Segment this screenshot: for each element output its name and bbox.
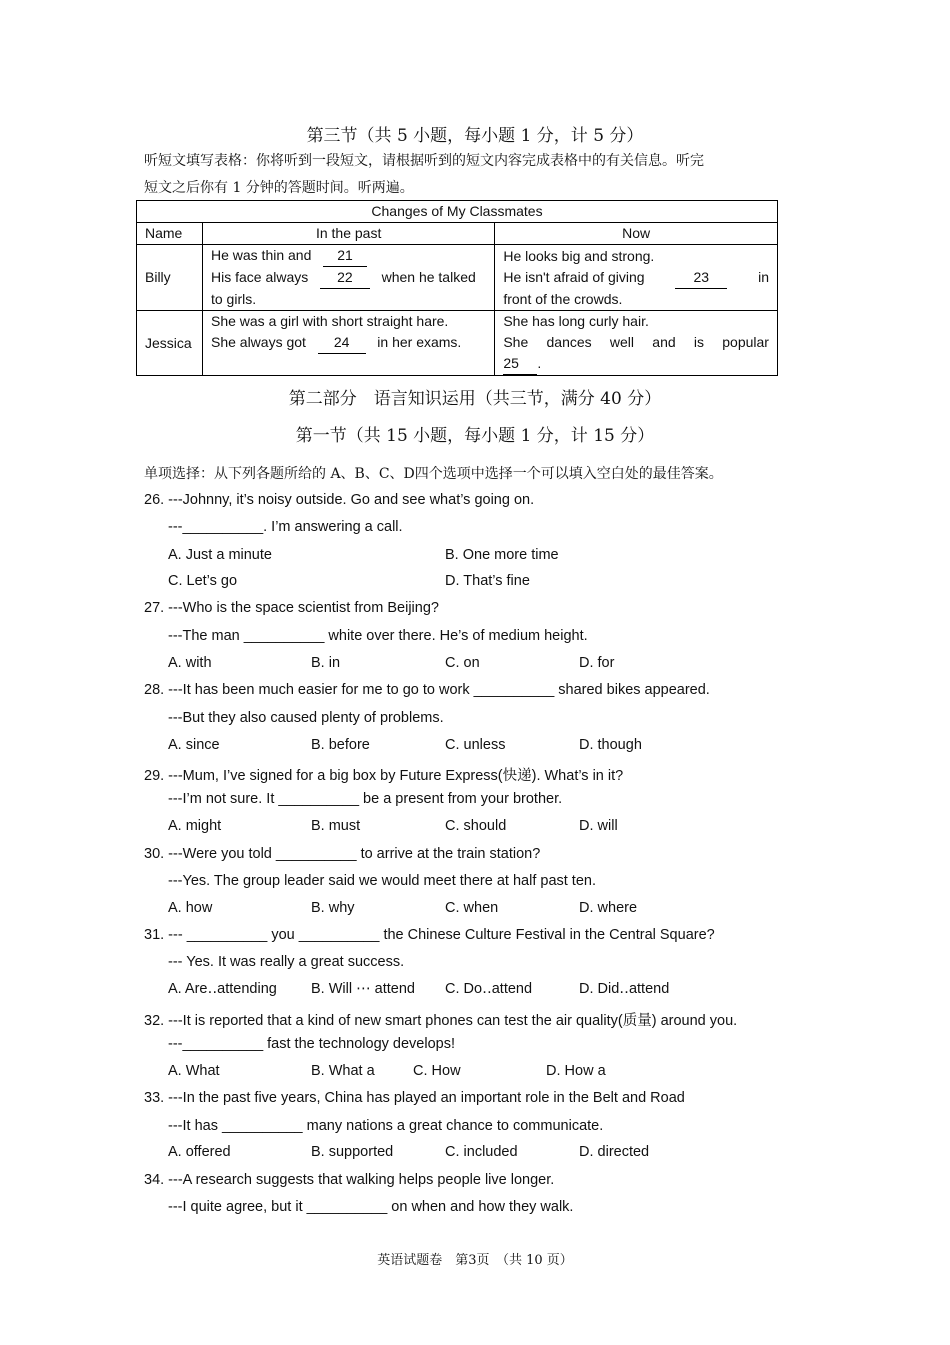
- billy-past-line3: to girls.: [210, 291, 257, 307]
- q26-option-c: C. Let’s go: [168, 573, 238, 589]
- word: well: [609, 334, 635, 350]
- q27-option-b: B. in: [311, 655, 341, 671]
- word: is: [693, 334, 705, 350]
- billy-past-line2-end: when he talked: [381, 269, 476, 285]
- q32-option-d: D. How a: [546, 1063, 606, 1079]
- q26-option-d: D. That’s fine: [445, 573, 530, 589]
- billy-now-line3: front of the crowds.: [503, 290, 623, 307]
- jessica-past-line1: She was a girl with short straight hare.: [210, 313, 449, 329]
- billy-past-cell: [202, 245, 494, 311]
- billy-now-line2: He isn't afraid of giving: [503, 268, 645, 285]
- q30-option-a: A. how: [168, 900, 213, 916]
- classmates-table: [136, 200, 778, 376]
- q26-option-b: B. One more time: [445, 547, 559, 563]
- q31-option-a: A. Are‥attending: [168, 981, 277, 997]
- billy-past-line2: His face always: [210, 269, 309, 285]
- header-name: Name: [137, 223, 203, 245]
- page-footer: 英语试题卷 第3页 （共 10 页）: [377, 1253, 573, 1268]
- question-29-response: ---I’m not sure. It __________ be a present from your brother.: [168, 791, 563, 807]
- jessica-past-line2: She always got: [210, 334, 306, 350]
- q29-option-a: A. might: [168, 818, 222, 834]
- word: dances: [546, 334, 592, 350]
- q28-option-a: A. since: [168, 737, 220, 753]
- question-26: 26. ---Johnny, it’s noisy outside. Go and see what’s going on.: [144, 492, 535, 508]
- q28-option-b: B. before: [311, 737, 370, 753]
- question-28-response: ---But they also caused plenty of problems.: [168, 710, 444, 726]
- table-header-row: [137, 223, 778, 245]
- question-31-response: --- Yes. It was really a great success.: [168, 954, 405, 970]
- question-32: 32. ---It is reported that a kind of new smart phones can test the air quality(质量) around you.: [144, 1013, 738, 1029]
- jessica-now-period: .: [537, 355, 542, 371]
- question-32-response: ---__________ fast the technology develops!: [168, 1036, 455, 1052]
- blank-24: 24: [318, 332, 366, 354]
- question-27-response: ---The man __________ white over there. He’s of medium height.: [168, 628, 588, 644]
- q27-option-d: D. for: [579, 655, 615, 671]
- jessica-past-cell: [202, 311, 494, 376]
- table-row-jessica: [137, 311, 778, 376]
- billy-past-line1: He was thin and: [210, 247, 312, 263]
- jessica-past-line2-end: in her exams.: [377, 334, 462, 350]
- question-28: 28. ---It has been much easier for me to go to work __________ shared bikes appeared.: [144, 682, 710, 698]
- header-in-the-past: In the past: [202, 223, 494, 245]
- jessica-now-line1: She has long curly hair.: [503, 313, 649, 329]
- q33-option-c: C. included: [445, 1144, 518, 1160]
- q26-option-a: A. Just a minute: [168, 547, 272, 563]
- q31-option-c: C. Do‥attend: [445, 981, 533, 997]
- billy-now-line1: He looks big and strong.: [503, 247, 655, 264]
- word: popular: [722, 334, 769, 350]
- jessica-now-cell: [495, 311, 778, 376]
- q31-option-b: B. Will ⋯ attend: [311, 981, 415, 997]
- table-caption-row: [137, 201, 778, 223]
- blank-23: 23: [675, 267, 727, 289]
- q29-option-b: B. must: [311, 818, 361, 834]
- part2-instruction: 单项选择：从下列各题所给的 A、B、C、D四个选项中选择一个可以填入空白处的最佳答案。: [144, 466, 723, 482]
- question-26-response: ---__________. I’m answering a call.: [168, 519, 403, 535]
- section3-intro-line1: 听短文填写表格：你将听到一段短文，请根据听到的短文内容完成表格中的有关信息。听完: [144, 153, 704, 169]
- word: She: [503, 334, 529, 350]
- jessica-now-line2: [503, 332, 769, 353]
- question-34: 34. ---A research suggests that walking helps people live longer.: [144, 1172, 555, 1188]
- word: and: [652, 334, 676, 350]
- q32-option-a: A. What: [168, 1063, 220, 1079]
- q32-option-b: B. What a: [311, 1063, 375, 1079]
- jessica-name: Jessica: [137, 311, 203, 376]
- billy-now-line2-end: in: [758, 268, 769, 285]
- q33-option-a: A. offered: [168, 1144, 231, 1160]
- question-33-response: ---It has __________ many nations a great chance to communicate.: [168, 1118, 604, 1134]
- header-now: Now: [495, 223, 778, 245]
- blank-22: 22: [320, 267, 370, 289]
- q33-option-d: D. directed: [579, 1144, 650, 1160]
- blank-21: 21: [323, 245, 367, 267]
- q32-option-c: C. How: [413, 1063, 461, 1079]
- question-34-response: ---I quite agree, but it __________ on when and how they walk.: [168, 1199, 574, 1215]
- q30-option-c: C. when: [445, 900, 499, 916]
- billy-now-cell: [495, 245, 778, 311]
- q30-option-b: B. why: [311, 900, 355, 916]
- billy-name: Billy: [137, 245, 203, 311]
- q29-option-d: D. will: [579, 818, 618, 834]
- q31-option-d: D. Did‥attend: [579, 981, 670, 997]
- blank-25: 25: [503, 353, 537, 375]
- question-27: 27. ---Who is the space scientist from Beijing?: [144, 600, 439, 616]
- question-33: 33. ---In the past five years, China has played an important role in the Belt and Road: [144, 1090, 685, 1106]
- question-30: 30. ---Were you told __________ to arrive at the train station?: [144, 846, 541, 862]
- q30-option-d: D. where: [579, 900, 638, 916]
- q27-option-a: A. with: [168, 655, 212, 671]
- table-row-billy: [137, 245, 778, 311]
- q28-option-d: D. though: [579, 737, 642, 753]
- question-30-response: ---Yes. The group leader said we would meet there at half past ten.: [168, 873, 596, 889]
- q27-option-c: C. on: [445, 655, 480, 671]
- q33-option-b: B. supported: [311, 1144, 394, 1160]
- q29-option-c: C. should: [445, 818, 507, 834]
- part2-section1-title: 第一节（共 15 小题，每小题 1 分，计 15 分）: [295, 426, 655, 446]
- table-caption: Changes of My Classmates: [137, 201, 778, 223]
- question-29: 29. ---Mum, I’ve signed for a big box by Future Express(快递). What’s in it?: [144, 768, 624, 784]
- q28-option-c: C. unless: [445, 737, 506, 753]
- part2-title: 第二部分 语言知识运用（共三节，满分 40 分）: [288, 389, 662, 409]
- section3-intro-line2: 短文之后你有 1 分钟的答题时间。听两遍。: [144, 180, 414, 196]
- section3-title: 第三节（共 5 小题，每小题 1 分，计 5 分）: [306, 126, 644, 146]
- question-31: 31. --- __________ you __________ the Chinese Culture Festival in the Central Square?: [144, 927, 715, 943]
